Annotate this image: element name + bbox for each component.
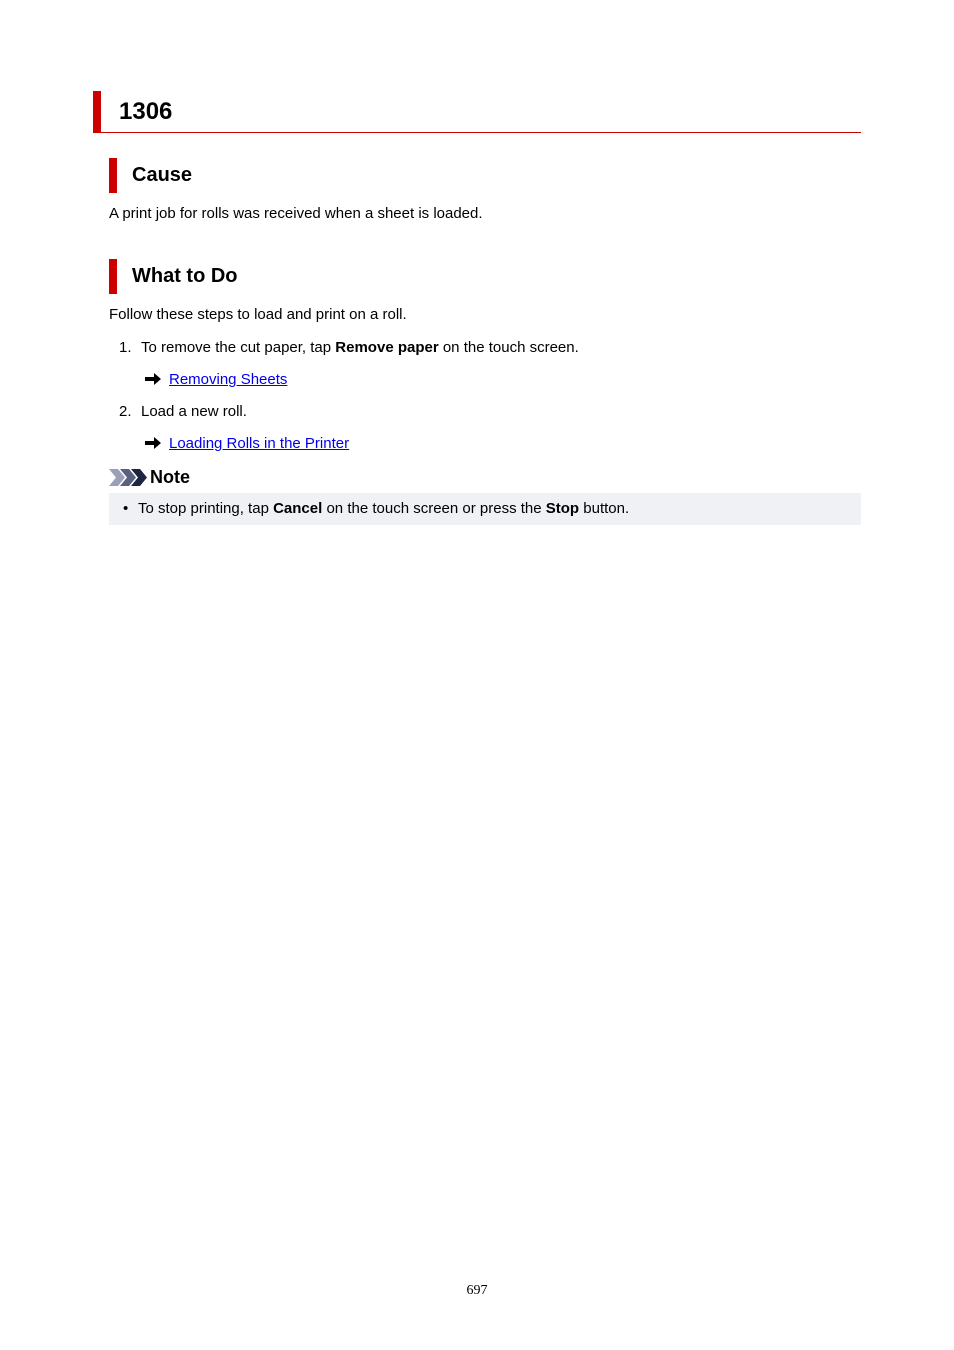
note-bold-cancel: Cancel [273,500,323,517]
step-1-bold: Remove paper [335,339,439,356]
what-to-do-heading [109,259,289,294]
step-1-text-after: on the touch screen. [438,339,579,356]
step-2-number: 2. [119,403,132,420]
note-box [109,493,861,525]
step-2-link-row [145,435,349,453]
page-number: 697 [466,1283,488,1298]
removing-sheets-link[interactable]: Removing Sheets [169,371,288,388]
note-text-3: button. [579,500,630,517]
step-1-link-row [145,371,287,389]
note-text-1: To stop printing, tap [138,500,274,517]
page-title-text: 1306 [119,98,173,125]
step-1-text-before: To remove the cut paper, tap [141,339,336,356]
step-1-text [141,339,579,357]
right-arrow-icon [145,437,161,449]
note-chevrons-icon [109,469,148,486]
note-bullet: • [123,500,129,517]
note-bold-stop: Stop [545,500,580,517]
what-to-do-intro: Follow these steps to load and print on a roll. [109,306,407,323]
note-heading [109,466,190,488]
what-to-do-heading-text: What to Do [132,265,238,287]
page-title [93,91,861,133]
note-text-2: on the touch screen or press the [322,500,546,517]
cause-heading [109,158,229,193]
step-2-text: Load a new roll. [141,403,247,420]
note-item [123,500,629,518]
loading-rolls-link[interactable]: Loading Rolls in the Printer [169,435,350,452]
right-arrow-icon [145,373,161,385]
note-label: Note [150,467,190,487]
step-1-number: 1. [119,339,132,356]
cause-heading-text: Cause [132,164,193,186]
cause-text: A print job for rolls was received when a sheet is loaded. [109,205,483,222]
